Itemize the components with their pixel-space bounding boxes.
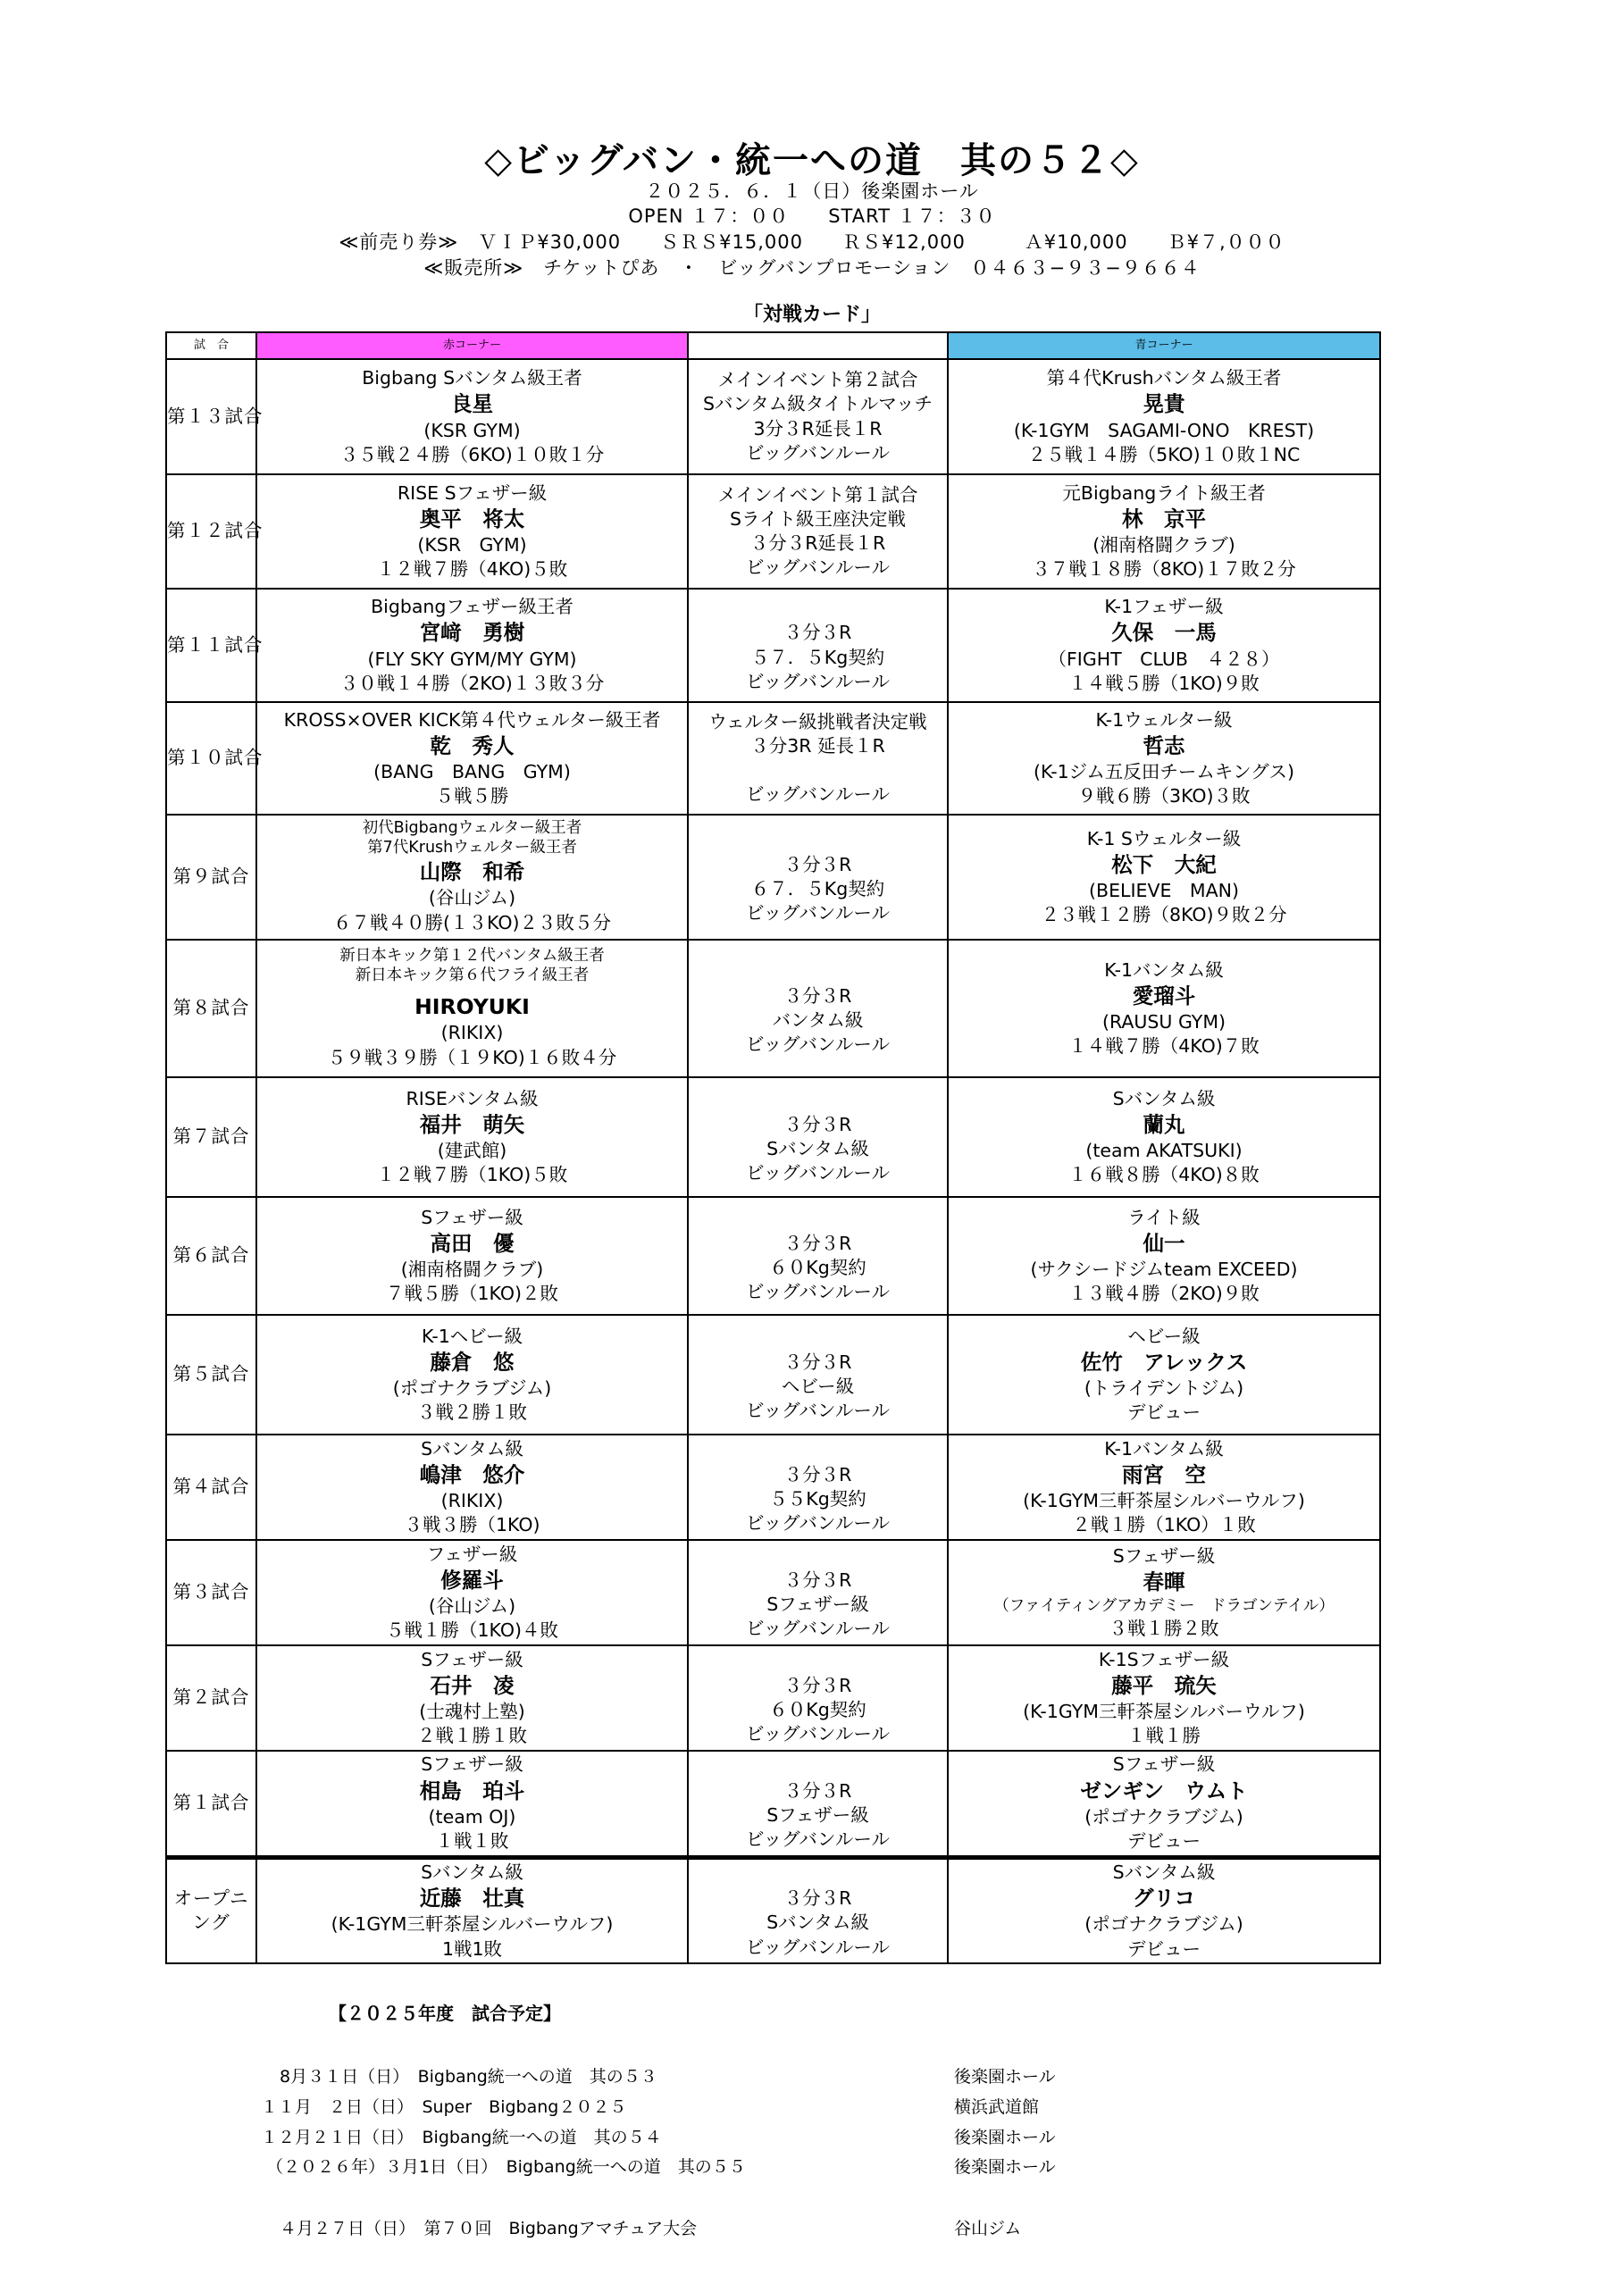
red-corner-cell [256, 815, 688, 940]
fighter-record: １戦１敗 [435, 1830, 509, 1852]
center-corner-cell [688, 940, 948, 1077]
fighter-name: 仙一 [1143, 1230, 1185, 1256]
bout-info-line: ３分３R [783, 1351, 852, 1373]
bout-info-line [689, 597, 947, 621]
fighter-record: ６７戦４０勝(１３KO)２３敗５分 [333, 911, 611, 933]
fighter-gym: (RIKIX) [440, 1490, 504, 1511]
bout-number-label: 第１試合 [172, 1792, 250, 1814]
bout-number-label: 第１３試合 [167, 405, 264, 427]
bout-number [166, 589, 264, 702]
fighter-name: 晃貴 [1143, 391, 1185, 417]
schedule-item [0, 2094, 1624, 2117]
bout-number-label: 第６試合 [172, 1244, 250, 1267]
fighter-gym: (ポゴナクラブジム) [1084, 1805, 1243, 1828]
bout-number-label: 第２試合 [172, 1686, 250, 1709]
red-corner-cell [256, 1315, 688, 1435]
fighter-record: デビュー [1127, 1937, 1201, 1960]
bout-row [166, 474, 1380, 589]
bout-number-label: 第９試合 [172, 866, 250, 888]
page-title: ◇ビッグバン・統一への道 其の５２◇ [484, 140, 1140, 181]
bout-info-line: ビッグバンルール [745, 1936, 891, 1958]
bout-info-line: ３分３R [783, 622, 852, 644]
red-corner-cell [256, 1197, 688, 1315]
red-title-line: 初代Bigbangウェルター級王者 [362, 819, 582, 838]
fighter-division: Sフェザー級 [421, 1206, 523, 1228]
blue-corner-cell [948, 474, 1380, 589]
bout-info-line: ３分３R [783, 1232, 852, 1254]
center-corner-cell [688, 1751, 948, 1857]
red-title-line: 新日本キック第１２代バンタム級王者 [339, 947, 605, 966]
bout-info-line: ビッグバンルール [745, 1400, 891, 1422]
red-corner-cell [256, 1857, 688, 1963]
center-corner-cell [688, 1645, 948, 1751]
bout-number [166, 815, 256, 940]
bout-row [166, 815, 1380, 940]
fighter-name: 藤倉 悠 [430, 1349, 515, 1375]
fighter-division: K-1ウェルター級 [1095, 708, 1233, 731]
fighter-gym: (サクシードジムteam EXCEED) [1030, 1259, 1298, 1280]
header-center [688, 332, 948, 359]
schedule-venue: 横浜武道館 [954, 2097, 1040, 2117]
schedule-venue: 後楽園ホール [954, 2128, 1056, 2147]
fighter-name: 林 京平 [1122, 506, 1206, 531]
bout-info-line: ビッグバンルール [745, 902, 891, 924]
bout-info-line: ビッグバンルール [745, 670, 891, 692]
fighter-division: K-1ヘビー級 [422, 1325, 523, 1347]
fighter-division: RISE Sフェザー級 [397, 481, 548, 504]
schedule-venue: 後楽園ホール [954, 2157, 1056, 2177]
table-header-row [166, 332, 1380, 359]
bout-info-line [689, 1754, 947, 1778]
fighter-name: 宮﨑 勇樹 [419, 620, 525, 646]
fighter-gym: (トライデントジム) [1084, 1377, 1244, 1399]
fighter-division: K-1Sフェザー級 [1098, 1648, 1230, 1670]
header-match: 試 合 [166, 332, 256, 359]
red-title-line: 第7代Krushウェルター級王者 [367, 839, 577, 858]
card-heading: 「対戦カード」 [742, 304, 881, 326]
fighter-division: Sバンタム級 [421, 1861, 523, 1883]
fighter-record: ５９戦３９勝（１９KO)１６敗４分 [327, 1046, 617, 1068]
blue-corner-cell [948, 1435, 1380, 1540]
bout-info-line [689, 1650, 947, 1674]
bout-row [166, 1857, 1380, 1963]
schedule-item [0, 2124, 1624, 2147]
fighter-gym: (K-1GYM SAGAMI-ONO KREST) [1013, 419, 1315, 441]
bout-number-label: 第７試合 [172, 1125, 250, 1148]
bout-info-line: ビッグバンルール [745, 1033, 891, 1056]
bout-row [166, 1435, 1380, 1540]
red-corner-cell [256, 1645, 688, 1751]
bout-info-line: ビッグバンルール [745, 1281, 891, 1303]
fighter-record: 1戦1敗 [441, 1937, 503, 1960]
fighter-record: ２戦１勝１敗 [417, 1725, 527, 1747]
bout-info-line: ビッグバンルール [745, 1723, 891, 1745]
fighter-record: ３戦１勝２敗 [1109, 1617, 1219, 1639]
fighter-record: １６戦８勝（4KO)８敗 [1068, 1164, 1260, 1186]
fighter-record: １３戦４勝（2KO)９敗 [1068, 1283, 1260, 1305]
fighter-division: Sバンタム級 [1112, 1861, 1216, 1883]
bout-number-label: 第１２試合 [167, 520, 264, 542]
fighter-record: １戦１勝 [1127, 1725, 1201, 1747]
fighter-gym: (KSR GYM) [423, 419, 521, 441]
bout-number [166, 940, 256, 1077]
blue-corner-cell [948, 359, 1380, 474]
bout-info-line [689, 1326, 947, 1351]
fighter-name: 蘭丸 [1143, 1111, 1185, 1137]
fighter-division: Bigbang Sバンタム級王者 [362, 367, 582, 389]
fighter-gym: (KSR GYM) [417, 534, 527, 556]
bout-number [166, 1077, 256, 1197]
fighter-name: HIROYUKI [414, 994, 530, 1019]
red-corner-cell [256, 1077, 688, 1197]
fighter-name: 春暉 [1143, 1569, 1185, 1595]
center-corner-cell [688, 1197, 948, 1315]
red-corner-cell [256, 1435, 688, 1540]
blue-corner-cell [948, 1540, 1380, 1645]
bout-number [166, 702, 264, 815]
bout-info-line [689, 1439, 947, 1463]
fighter-record: デビュー [1127, 1830, 1201, 1852]
blue-corner-cell [948, 1857, 1380, 1963]
blue-corner-cell [948, 940, 1380, 1077]
fighter-gym: (RIKIX) [440, 1022, 504, 1044]
bout-info-line: ウェルター級挑戦者決定戦 [708, 710, 927, 732]
fighter-division: 第４代Krushバンタム級王者 [1046, 367, 1282, 389]
bout-info-line: ６７．５Kg契約 [750, 878, 885, 899]
fighter-gym: (K-1GYM三軒茶屋シルバーウルフ) [1023, 1701, 1305, 1722]
bout-number-label: 第８試合 [172, 997, 250, 1019]
fighter-record: ２戦１勝（1KO）１敗 [1072, 1514, 1256, 1536]
fighter-name: グリコ [1132, 1886, 1196, 1911]
bout-info-line: ５７．５Kg契約 [750, 646, 885, 668]
bout-info-line [689, 829, 947, 853]
center-corner-cell [688, 1540, 948, 1645]
schedule-item [0, 2215, 1624, 2238]
fighter-name: 愛瑠斗 [1132, 983, 1196, 1008]
fighter-record: １４戦５勝（1KO)９敗 [1068, 672, 1260, 694]
schedule-event: 8月３１日（日） Bigbang統一への道 其の５３ [280, 2067, 657, 2087]
fighter-name: 石井 凌 [430, 1672, 515, 1698]
blue-corner-cell [948, 702, 1380, 815]
bout-number [166, 474, 264, 589]
bout-row [166, 1077, 1380, 1197]
bout-row [166, 1540, 1380, 1645]
center-corner-cell [688, 474, 948, 589]
bout-info-line: Sバンタム級 [766, 1138, 869, 1159]
fighter-record: デビュー [1127, 1401, 1201, 1424]
bout-info-line: Sフェザー級 [766, 1803, 869, 1826]
center-corner-cell [688, 815, 948, 940]
bout-info-line: ビッグバンルール [745, 556, 891, 579]
fighter-gym: (team OJ) [428, 1805, 516, 1828]
fighter-gym: (BELIEVE MAN) [1089, 880, 1239, 901]
bout-number [166, 1315, 256, 1435]
bout-row [166, 1645, 1380, 1751]
bout-info-line [689, 1089, 947, 1113]
bout-info-line: Sフェザー級 [766, 1594, 869, 1615]
bout-info-line [689, 1544, 947, 1569]
bout-info-line: ３分３R [783, 984, 852, 1007]
red-corner-cell [256, 474, 688, 589]
bout-info-line: ビッグバンルール [745, 783, 891, 806]
fighter-gym: （ファイティングアカデミー ドラゴンテイル） [993, 1596, 1335, 1615]
schedule-item [0, 2063, 1624, 2087]
fighter-division: Bigbangフェザー級王者 [371, 596, 573, 617]
fighter-division: RISEバンタム級 [406, 1087, 539, 1109]
bout-info-line: Sバンタム級タイトルマッチ [703, 393, 933, 415]
bout-info-line: ３分３R [783, 1674, 852, 1696]
bout-number [166, 1645, 256, 1751]
fighter-division: K-1 Sウェルター級 [1086, 827, 1242, 849]
center-corner-cell [688, 1435, 948, 1540]
fighter-division: Sフェザー級 [1112, 1753, 1216, 1776]
fighter-division: Sバンタム級 [1112, 1087, 1216, 1109]
bout-info-line: ５５Kg契約 [769, 1488, 866, 1510]
bout-info-line: ６０Kg契約 [769, 1257, 866, 1278]
bout-info-line: ヘビー級 [781, 1376, 855, 1397]
fighter-record: ９戦６勝（3KO)３敗 [1077, 785, 1251, 807]
red-corner-cell [256, 589, 688, 702]
red-corner-cell [256, 940, 688, 1077]
fighter-record: ２５戦１４勝（5KO)１０敗１NC [1027, 443, 1301, 465]
fighter-record: ３５戦２４勝（6KO)１０敗１分 [339, 443, 605, 465]
header-blue-corner: 青コーナー [948, 332, 1380, 359]
bout-row [166, 589, 1380, 702]
fighter-gym: (ポゴナクラブジム) [1084, 1913, 1243, 1936]
fighter-record: ３戦２勝１敗 [417, 1401, 527, 1424]
bout-number-label: 第５試合 [172, 1363, 250, 1385]
bout-info-line: ３分３R [783, 1779, 852, 1802]
event-date-venue: ２０２５．６．１（日）後楽園ホール [645, 180, 979, 202]
fighter-gym: (士魂村上塾) [419, 1701, 525, 1722]
fighter-division: Sフェザー級 [1112, 1545, 1216, 1568]
red-corner-cell [256, 1751, 688, 1857]
header-red-corner: 赤コーナー [256, 332, 688, 359]
center-corner-cell [688, 589, 948, 702]
bout-number [166, 1435, 256, 1540]
fighter-division: K-1バンタム級 [1104, 958, 1224, 981]
bout-row [166, 702, 1380, 815]
bout-row [166, 359, 1380, 474]
red-corner-cell [256, 1540, 688, 1645]
bout-info-line [689, 1862, 947, 1887]
bout-info-line: ビッグバンルール [745, 1162, 891, 1184]
fighter-gym: (FLY SKY GYM/MY GYM) [367, 648, 577, 670]
fighter-gym: (RAUSU GYM) [1101, 1011, 1226, 1033]
bout-number-label: オープニング [173, 1887, 249, 1934]
fighter-division: K-1フェザー級 [1104, 596, 1224, 617]
fighter-record: ３７戦１８勝（8KO)１７敗２分 [1032, 558, 1296, 581]
fighter-record: ７戦５勝（1KO)２敗 [386, 1283, 558, 1305]
fighter-division: K-1バンタム級 [1104, 1437, 1224, 1460]
center-corner-cell [688, 1077, 948, 1197]
fighter-name: 雨宮 空 [1122, 1461, 1206, 1487]
fighter-gym: (K-1GYM三軒茶屋シルバーウルフ) [331, 1913, 614, 1936]
fighter-gym: (湘南格闘クラブ) [400, 1259, 544, 1280]
fighter-name: 久保 一馬 [1111, 620, 1217, 646]
event-times: OPEN １７：００ START １７：３０ [628, 205, 996, 227]
bout-row [166, 1315, 1380, 1435]
fighter-name: 山際 和希 [419, 859, 525, 884]
fighter-gym: (K-1GYM三軒茶屋シルバーウルフ) [1023, 1490, 1305, 1511]
fight-card-table [165, 331, 1381, 1964]
schedule-item [0, 2154, 1624, 2177]
schedule-event: ４月２７日（日） 第７０回 Bigbangアマチュア大会 [280, 2219, 698, 2238]
fighter-division: ヘビー級 [1127, 1325, 1201, 1347]
fighter-record: ２３戦１２勝（8KO)９敗２分 [1041, 904, 1287, 926]
fighter-record: ５戦５勝 [435, 785, 509, 807]
bout-info-line: ３分3R 延長１R [750, 734, 885, 757]
fighter-division: Sフェザー級 [421, 1648, 523, 1670]
fighter-record: ５戦１勝（1KO)４敗 [386, 1619, 558, 1642]
bout-row [166, 1751, 1380, 1857]
fighter-name: 佐竹 アレックス [1080, 1349, 1248, 1375]
ticket-prices: ≪前売り券≫ ＶＩＰ¥30,000 ＳＲＳ¥15,000 ＲＳ¥12,000 Ａ¥10,000 Ｂ¥７,０００ [339, 231, 1285, 253]
fighter-division: 元Bigbangライト級王者 [1062, 481, 1266, 504]
bout-info-line: バンタム級 [772, 1009, 864, 1031]
fighter-division: Sバンタム級 [421, 1437, 523, 1460]
blue-corner-cell [948, 1751, 1380, 1857]
bout-info-line: ３分３R [783, 1463, 852, 1485]
blue-corner-cell [948, 1645, 1380, 1751]
center-corner-cell [688, 359, 948, 474]
center-corner-cell [688, 1315, 948, 1435]
bout-info-line [689, 960, 947, 984]
red-corner-cell [256, 359, 688, 474]
fighter-name: 高田 優 [430, 1230, 515, 1256]
fighter-record: １２戦７勝（4KO)５敗 [376, 558, 568, 581]
center-corner-cell [688, 702, 948, 815]
bout-info-line: メインイベント第２試合 [717, 369, 918, 390]
bout-info-line: 3分３R延長１R [753, 417, 883, 439]
fighter-gym: (BANG BANG GYM) [373, 761, 571, 782]
bout-info-line: ビッグバンルール [745, 1512, 891, 1535]
fighter-name: 乾 秀人 [430, 732, 515, 758]
bout-number-label: 第１１試合 [167, 633, 264, 656]
bout-info-line: Sバンタム級 [766, 1912, 869, 1934]
bout-info-line: ３分３R [783, 1887, 852, 1909]
bout-number-label: 第４試合 [172, 1476, 250, 1498]
bout-info-line [689, 758, 947, 782]
fighter-name: 嶋津 悠介 [419, 1461, 525, 1487]
center-corner-cell [688, 1857, 948, 1963]
ticket-sales: ≪販売所≫ チケットぴあ ・ ビッグバンプロモーション ０４６３−９３−９６６４ [423, 257, 1201, 279]
fighter-name: ゼンギン ウムト [1080, 1778, 1248, 1803]
fighter-name: 哲志 [1143, 732, 1185, 758]
fighter-record: ３０戦１４勝（2KO)１３敗３分 [339, 672, 605, 694]
fighter-division: フェザー級 [426, 1543, 518, 1565]
fighter-record: ３戦３勝（1KO) [404, 1514, 540, 1536]
bout-info-line: ビッグバンルール [745, 1618, 891, 1640]
bout-number-label: 第１０試合 [167, 747, 264, 769]
red-title-line: 新日本キック第６代フライ級王者 [355, 966, 590, 985]
fighter-name: 修羅斗 [440, 1567, 504, 1593]
bout-number [166, 1751, 256, 1857]
fighter-record: １４戦７勝（4KO)７敗 [1068, 1035, 1260, 1058]
bout-info-line: ３分３R延長１R [749, 532, 886, 554]
bout-number [166, 359, 264, 474]
fighter-gym: (team AKATSUKI) [1085, 1140, 1243, 1161]
bout-number [166, 1540, 256, 1645]
bout-info-line: ６０Kg契約 [769, 1699, 866, 1720]
fighter-name: 奥平 将太 [419, 506, 525, 531]
fighter-name: 松下 大紀 [1111, 851, 1217, 877]
fighter-gym: (ポゴナクラブジム) [392, 1377, 552, 1399]
bout-number [166, 1197, 256, 1315]
blue-corner-cell [948, 1197, 1380, 1315]
blue-corner-cell [948, 1315, 1380, 1435]
fighter-division: ライト級 [1127, 1206, 1201, 1228]
fighter-record: １２戦７勝（1KO)５敗 [376, 1164, 568, 1186]
bout-info-line: ビッグバンルール [745, 1828, 891, 1850]
fighter-gym: (湘南格闘クラブ) [1092, 534, 1235, 556]
schedule-venue: 後楽園ホール [954, 2067, 1056, 2087]
fighter-name: 相島 珀斗 [419, 1778, 525, 1803]
fighter-gym: (谷山ジム) [428, 887, 516, 909]
bout-info-line: ３分３R [783, 1113, 852, 1135]
bout-info-line: ３分３R [783, 853, 852, 875]
red-corner-cell [256, 702, 688, 815]
bout-row [166, 940, 1380, 1077]
fighter-name: 近藤 壮真 [419, 1886, 525, 1911]
bout-number-label: 第３試合 [172, 1581, 250, 1603]
blue-corner-cell [948, 589, 1380, 702]
fighter-name: 藤平 琉矢 [1111, 1672, 1217, 1698]
fighter-division: KROSS×OVER KICK第４代ウェルター級王者 [283, 708, 661, 731]
bout-info-line: ビッグバンルール [745, 441, 891, 464]
schedule-title: 【２０２５年度 試合予定】 [329, 2003, 561, 2024]
fighter-gym: (K-1ジム五反田チームキングス) [1033, 761, 1295, 782]
bout-info-line [689, 1208, 947, 1232]
bout-info-line: Sライト級王座決定戦 [730, 507, 906, 530]
fighter-name: 良星 [451, 391, 493, 417]
fighter-gym: (谷山ジム) [428, 1595, 516, 1617]
fighter-gym: (建武館) [437, 1140, 507, 1161]
blue-corner-cell [948, 1077, 1380, 1197]
fighter-division: Sフェザー級 [421, 1753, 523, 1776]
blue-corner-cell [948, 815, 1380, 940]
bout-info-line: メインイベント第１試合 [717, 483, 918, 506]
schedule-event: （２０２６年）３月1日（日） Bigbang統一への道 其の５５ [266, 2157, 746, 2177]
schedule-venue: 谷山ジム [954, 2219, 1022, 2238]
schedule-event: １１月 ２日（日） Super Bigbang２０２５ [261, 2097, 627, 2117]
fighter-name: 福井 萌矢 [419, 1111, 525, 1137]
bout-row [166, 1197, 1380, 1315]
bout-number [166, 1857, 256, 1963]
fighter-gym: （FIGHT CLUB ４２８） [1048, 648, 1280, 670]
schedule-event: １２月２１日（日） Bigbang統一への道 其の５４ [261, 2128, 662, 2147]
bout-info-line: ３分３R [783, 1569, 852, 1591]
